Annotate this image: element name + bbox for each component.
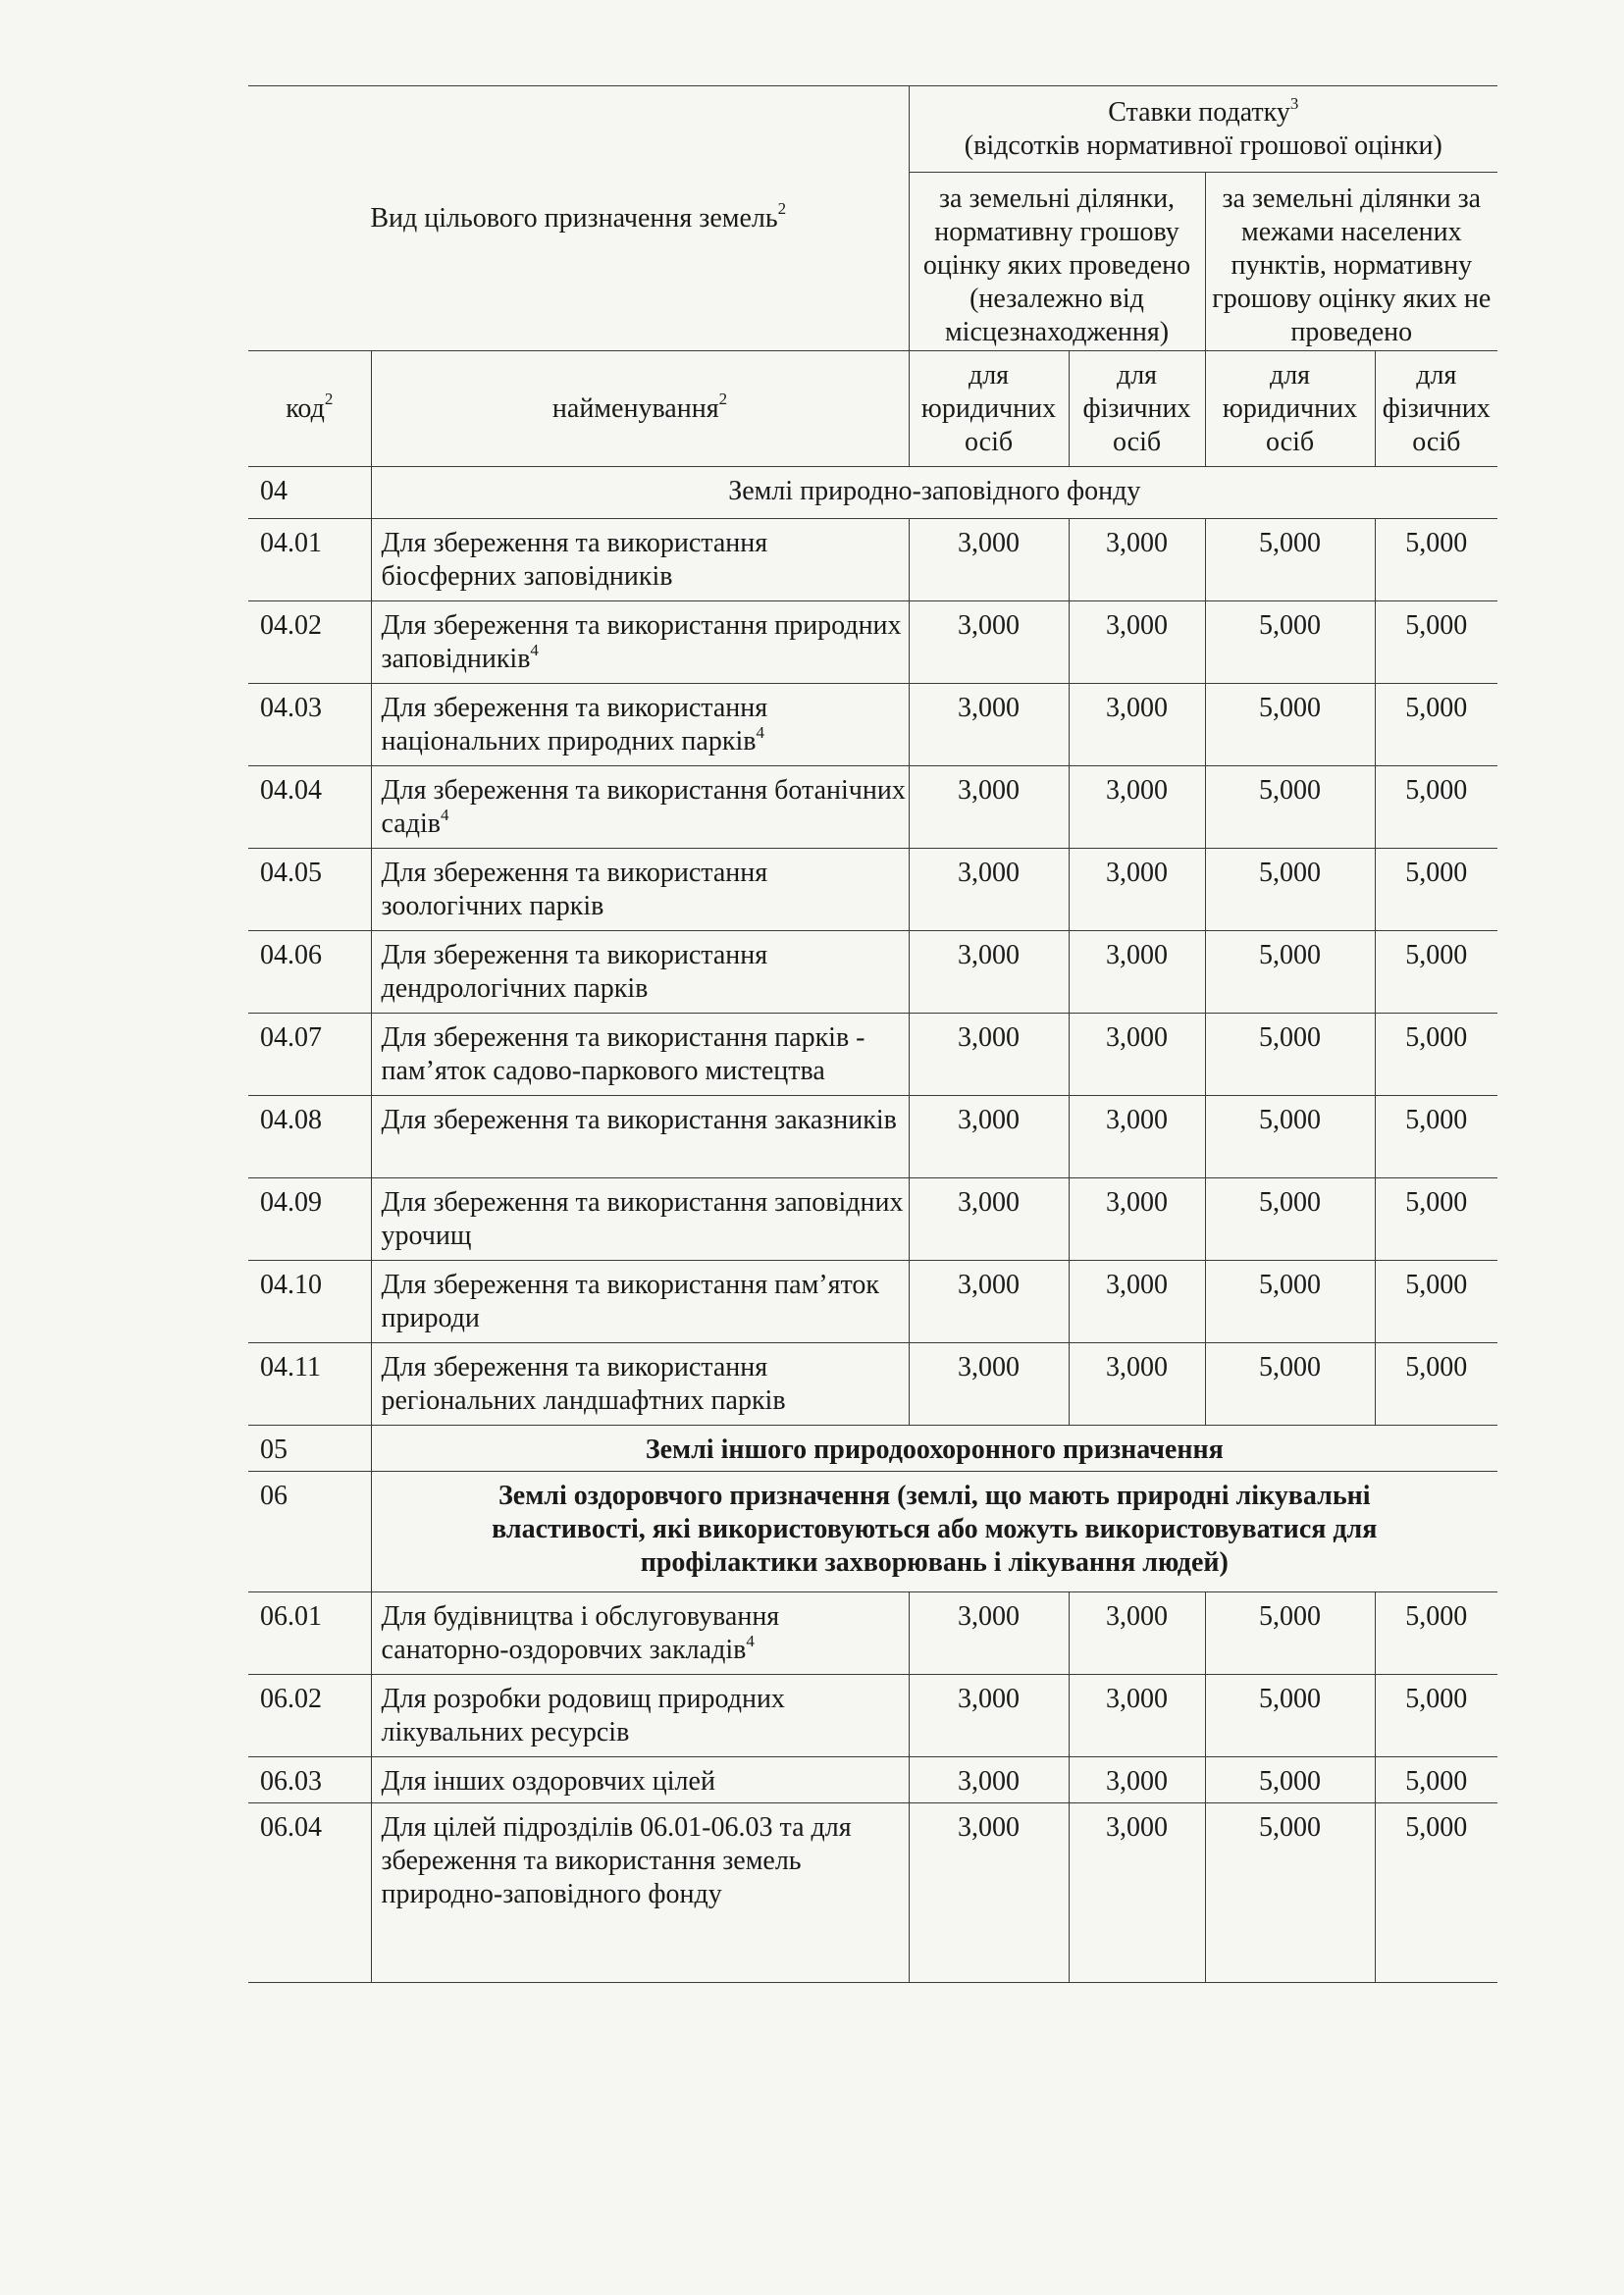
footnote-ref: 2 [324, 390, 334, 409]
row-name-text: Для збереження та використання парків - пам’яток садово-паркового мистецтва [381, 1022, 865, 1086]
table-row [248, 1014, 1497, 1096]
table-row [248, 1261, 1497, 1343]
table-row [248, 766, 1497, 849]
footnote-ref: 4 [530, 640, 539, 659]
row-code: 04.09 [248, 1178, 371, 1261]
section-code: 06 [248, 1472, 371, 1592]
table-row [248, 601, 1497, 684]
rate-value: 3,000 [1069, 1803, 1205, 1983]
rate-value: 3,000 [909, 1178, 1069, 1261]
physical-header-2: для фізичних осіб [1375, 351, 1497, 467]
purpose-type-header [248, 86, 909, 351]
row-code: 04.03 [248, 684, 371, 766]
code-header [248, 351, 371, 467]
col-group-assessed: за земельні ділянки, нормативну грошову оцінку яких проведено (незалежно від місцезнаходження) [909, 173, 1205, 351]
row-name [371, 1343, 909, 1426]
rates-title: Ставки податку [1108, 97, 1290, 128]
rate-value: 3,000 [1069, 1261, 1205, 1343]
row-name [371, 1757, 909, 1803]
rate-value: 5,000 [1375, 1803, 1497, 1983]
rate-value: 3,000 [909, 1757, 1069, 1803]
rate-value: 5,000 [1205, 1343, 1375, 1426]
rate-value: 5,000 [1375, 1096, 1497, 1178]
rate-value: 3,000 [1069, 849, 1205, 931]
row-code: 04.04 [248, 766, 371, 849]
rate-value: 3,000 [1069, 1096, 1205, 1178]
table-row [248, 684, 1497, 766]
row-name [371, 849, 909, 931]
footnote-ref: 3 [1289, 93, 1299, 113]
section-code: 04 [248, 467, 371, 519]
rate-value: 5,000 [1375, 1014, 1497, 1096]
rate-value: 5,000 [1205, 519, 1375, 601]
rate-value: 3,000 [1069, 931, 1205, 1014]
row-name [371, 766, 909, 849]
rate-value: 5,000 [1375, 1261, 1497, 1343]
row-name-text: Для збереження та використання природних заповідників [381, 610, 902, 674]
legal-header-1: для юридичних осіб [909, 351, 1069, 467]
rate-value: 5,000 [1205, 1261, 1375, 1343]
row-code: 04.08 [248, 1096, 371, 1178]
row-code: 06.02 [248, 1675, 371, 1757]
rate-value: 5,000 [1205, 1675, 1375, 1757]
rate-value: 3,000 [909, 601, 1069, 684]
rate-value: 5,000 [1205, 1096, 1375, 1178]
rate-value: 5,000 [1375, 684, 1497, 766]
row-name-text: Для цілей підрозділів 06.01-06.03 та для збереження та використання земель природно-заповідного фонду [381, 1812, 852, 1909]
name-label: найменування [551, 392, 719, 424]
rate-value: 5,000 [1375, 601, 1497, 684]
rate-value: 5,000 [1375, 931, 1497, 1014]
rate-value: 5,000 [1375, 1675, 1497, 1757]
row-code: 04.07 [248, 1014, 371, 1096]
row-name [371, 1178, 909, 1261]
table-row [248, 1675, 1497, 1757]
rate-value: 5,000 [1205, 1014, 1375, 1096]
table-row [248, 849, 1497, 931]
footnote-ref: 2 [718, 390, 728, 409]
rate-value: 3,000 [909, 1675, 1069, 1757]
table-row [248, 519, 1497, 601]
row-name-text: Для інших оздоровчих цілей [381, 1766, 715, 1797]
row-code: 04.06 [248, 931, 371, 1014]
section-title: Землі природно-заповідного фонду [371, 467, 1497, 519]
row-name-text: Для збереження та використання національних природних парків [381, 693, 768, 756]
section-row [248, 1426, 1497, 1472]
table-row [248, 931, 1497, 1014]
rates-subtitle: (відсотків нормативної грошової оцінки) [964, 130, 1442, 161]
row-name [371, 931, 909, 1014]
row-name [371, 601, 909, 684]
row-code: 04.11 [248, 1343, 371, 1426]
row-name-text: Для збереження та використання дендрологічних парків [381, 940, 768, 1004]
rate-value: 3,000 [1069, 766, 1205, 849]
table-row [248, 1757, 1497, 1803]
rate-value: 5,000 [1205, 1178, 1375, 1261]
section-code: 05 [248, 1426, 371, 1472]
rates-header [909, 86, 1497, 173]
rate-value: 5,000 [1205, 1757, 1375, 1803]
rate-value: 3,000 [909, 519, 1069, 601]
rate-value: 5,000 [1205, 684, 1375, 766]
rate-value: 3,000 [909, 1261, 1069, 1343]
rate-value: 5,000 [1375, 1592, 1497, 1675]
row-code: 04.10 [248, 1261, 371, 1343]
row-name [371, 1096, 909, 1178]
row-name-text: Для збереження та використання заказників [381, 1105, 897, 1135]
rate-value: 3,000 [909, 1803, 1069, 1983]
rate-value: 5,000 [1375, 1178, 1497, 1261]
rate-value: 3,000 [1069, 1592, 1205, 1675]
row-code: 04.02 [248, 601, 371, 684]
section-row [248, 1472, 1497, 1592]
col-group-not-assessed: за земельні ділянки за межами населених пунктів, нормативну грошову оцінку яких не проведено [1205, 173, 1497, 351]
rate-value: 3,000 [1069, 1014, 1205, 1096]
row-name [371, 684, 909, 766]
row-name-text: Для збереження та використання заповідних урочищ [381, 1187, 904, 1251]
rate-value: 3,000 [1069, 601, 1205, 684]
table-row [248, 1178, 1497, 1261]
row-name [371, 1675, 909, 1757]
section-title: Землі оздоровчого призначення (землі, що мають природні лікувальні властивості, які використовуються або можуть використовуватися для профілактики захворювань і лікування людей) [371, 1472, 1497, 1592]
section-row [248, 467, 1497, 519]
row-code: 04.05 [248, 849, 371, 931]
row-name-text: Для збереження та використання зоологічних парків [381, 858, 768, 921]
footnote-ref: 2 [777, 199, 787, 219]
row-name [371, 1592, 909, 1675]
name-header [371, 351, 909, 467]
table-row [248, 1096, 1497, 1178]
row-code: 06.03 [248, 1757, 371, 1803]
rate-value: 5,000 [1375, 766, 1497, 849]
row-name-text: Для збереження та використання пам’яток природи [381, 1270, 879, 1333]
rate-value: 3,000 [909, 766, 1069, 849]
rate-value: 3,000 [1069, 1757, 1205, 1803]
footnote-ref: 4 [756, 722, 764, 742]
rate-value: 3,000 [909, 1343, 1069, 1426]
row-name [371, 1014, 909, 1096]
table-row [248, 1803, 1497, 1983]
row-name-text: Для збереження та використання біосферних заповідників [381, 528, 768, 592]
row-code: 06.04 [248, 1803, 371, 1983]
rate-value: 3,000 [1069, 684, 1205, 766]
purpose-type-label: Вид цільового призначення земель [370, 202, 778, 234]
tax-rates-table [248, 85, 1497, 1983]
row-name-text: Для збереження та використання ботанічних садів [381, 775, 906, 839]
row-code: 06.01 [248, 1592, 371, 1675]
footnote-ref: 4 [440, 805, 449, 824]
rate-value: 3,000 [909, 931, 1069, 1014]
footnote-ref: 4 [746, 1631, 755, 1650]
rate-value: 3,000 [1069, 1178, 1205, 1261]
rate-value: 5,000 [1375, 1343, 1497, 1426]
rate-value: 3,000 [909, 849, 1069, 931]
row-name-text: Для будівництва і обслуговування санаторно-оздоровчих закладів [381, 1601, 780, 1665]
rate-value: 5,000 [1205, 849, 1375, 931]
rate-value: 5,000 [1205, 1803, 1375, 1983]
row-name-text: Для збереження та використання регіональних ландшафтних парків [381, 1352, 786, 1416]
row-name [371, 519, 909, 601]
legal-header-2: для юридичних осіб [1205, 351, 1375, 467]
rate-value: 5,000 [1205, 931, 1375, 1014]
rate-value: 5,000 [1375, 1757, 1497, 1803]
table-row [248, 1343, 1497, 1426]
rate-value: 5,000 [1205, 1592, 1375, 1675]
rate-value: 3,000 [1069, 519, 1205, 601]
section-title: Землі іншого природоохоронного призначення [371, 1426, 1497, 1472]
rate-value: 3,000 [909, 1592, 1069, 1675]
physical-header-1: для фізичних осіб [1069, 351, 1205, 467]
rate-value: 3,000 [1069, 1675, 1205, 1757]
row-name-text: Для розробки родовищ природних лікувальних ресурсів [381, 1684, 785, 1747]
code-label: код [286, 392, 325, 424]
row-name [371, 1261, 909, 1343]
rate-value: 3,000 [909, 684, 1069, 766]
rate-value: 5,000 [1205, 601, 1375, 684]
rate-value: 5,000 [1375, 519, 1497, 601]
header-row-1 [248, 86, 1497, 173]
row-name [371, 1803, 909, 1983]
rate-value: 5,000 [1205, 766, 1375, 849]
rate-value: 5,000 [1375, 849, 1497, 931]
header-row-3 [248, 351, 1497, 467]
rate-value: 3,000 [909, 1096, 1069, 1178]
rate-value: 3,000 [909, 1014, 1069, 1096]
table-row [248, 1592, 1497, 1675]
rate-value: 3,000 [1069, 1343, 1205, 1426]
row-code: 04.01 [248, 519, 371, 601]
